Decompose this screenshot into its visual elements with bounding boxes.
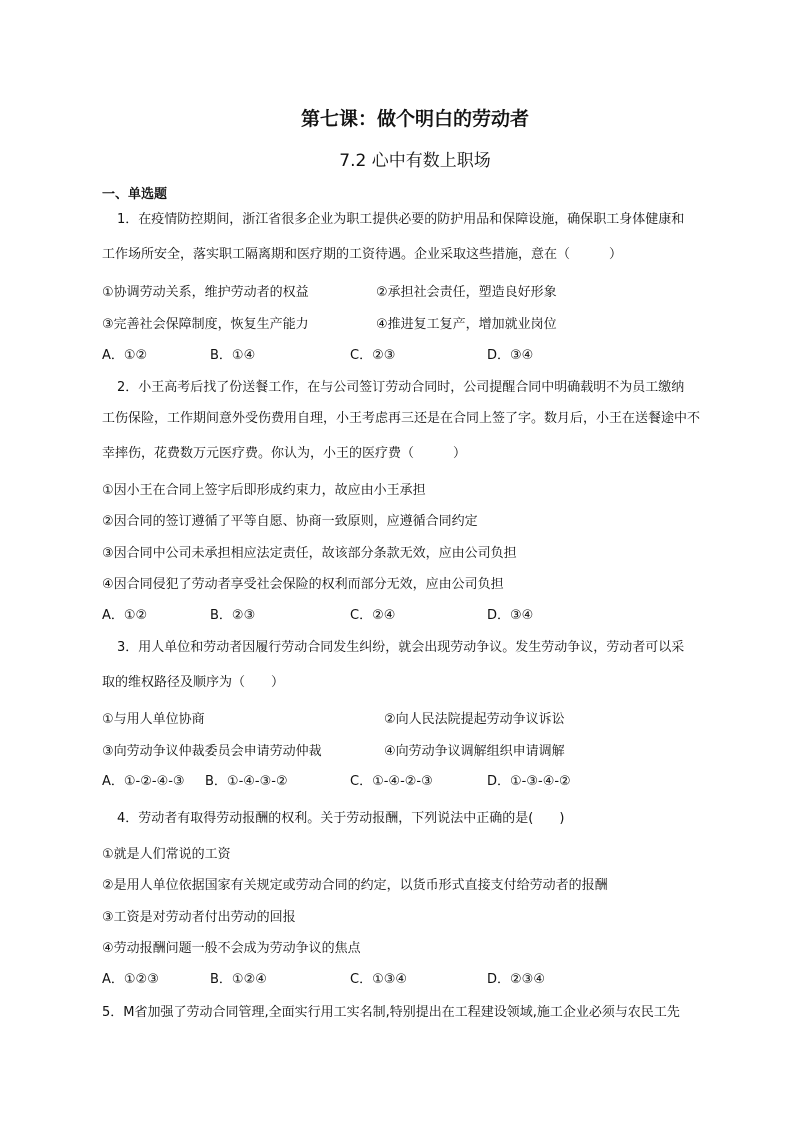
q1-stem-line-1: 1．在疫情防控期间，浙江省很多企业为职工提供必要的防护用品和保障设施，确保职工身体健康和 [117,212,685,227]
q4-answer-b: B．①②④ [210,972,267,987]
q2-answer-b: B．②③ [210,608,256,623]
q1-stem-line-2: 工作场所安全，落实职工隔离期和医疗期的工资待遇。企业采取这些措施，意在（ ） [102,247,623,262]
q1-option-1: ①协调劳动关系，维护劳动者的权益 [102,285,309,300]
q4-answer-d: D．②③④ [487,972,545,987]
q2-option-2: ②因合同的签订遵循了平等自愿、协商一致原则，应遵循合同约定 [102,514,478,529]
q3-stem-line-1: 3．用人单位和劳动者因履行劳动合同发生纠纷，就会出现劳动争议。发生劳动争议，劳动者可以采 [117,640,685,655]
q1-option-2: ②承担社会责任，塑造良好形象 [376,285,557,300]
q1-answer-d: D．③④ [487,348,534,363]
q5-stem-line-1: 5．M省加强了劳动合同管理,全面实行用工实名制,特别提出在工程建设领域,施工企业必须与农民工先 [102,1005,680,1020]
q3-option-3: ③向劳动争议仲裁委员会申请劳动仲裁 [102,744,322,759]
q2-answer-c: C．②④ [350,608,396,623]
q4-option-1: ①就是人们常说的工资 [102,847,231,862]
page-subtitle: 7.2 心中有数上职场 [339,151,491,171]
q4-stem-line-1: 4．劳动者有取得劳动报酬的权利。关于劳动报酬，下列说法中正确的是( ) [117,811,565,826]
page-title: 第七课：做个明白的劳动者 [300,108,529,130]
q1-option-3: ③完善社会保障制度，恢复生产能力 [102,317,309,332]
q3-option-4: ④向劳动争议调解组织申请调解 [384,744,565,759]
q3-option-2: ②向人民法院提起劳动争议诉讼 [384,712,565,727]
q2-option-3: ③因合同中公司未承担相应法定责任，故该部分条款无效，应由公司负担 [102,546,517,561]
q4-option-3: ③工资是对劳动者付出劳动的回报 [102,910,296,925]
q1-option-4: ④推进复工复产，增加就业岗位 [376,317,557,332]
q4-option-4: ④劳动报酬问题一般不会成为劳动争议的焦点 [102,941,361,956]
q2-answer-d: D．③④ [487,608,534,623]
q3-stem-line-2: 取的维权路径及顺序为（ ） [102,675,285,690]
q2-option-4: ④因合同侵犯了劳动者享受社会保险的权利而部分无效，应由公司负担 [102,577,504,592]
q3-answer-b: B．①-④-③-② [205,774,288,789]
section-heading: 一、单选题 [102,187,168,202]
q3-answer-d: D．①-③-④-② [487,774,571,789]
q3-option-1: ①与用人单位协商 [102,712,205,727]
q2-option-1: ①因小王在合同上签字后即形成约束力，故应由小王承担 [102,483,426,498]
q2-stem-line-1: 2．小王高考后找了份送餐工作，在与公司签订劳动合同时，公司提醒合同中明确载明不为员工缴纳 [117,380,685,395]
q4-option-2: ②是用人单位依据国家有关规定或劳动合同的约定，以货币形式直接支付给劳动者的报酬 [102,878,608,893]
q3-answer-a: A．①-②-④-③ [102,774,185,789]
q1-answer-c: C．②③ [350,348,396,363]
q2-stem-line-2: 工伤保险，工作期间意外受伤费用自理，小王考虑再三还是在合同上签了字。数月后，小王在送餐途中不 [102,411,701,426]
q3-answer-c: C．①-④-②-③ [350,774,433,789]
q4-answer-a: A．①②③ [102,972,159,987]
q2-answer-a: A．①② [102,608,148,623]
q1-answer-b: B．①④ [210,348,256,363]
q2-stem-line-3: 幸摔伤，花费数万元医疗费。你认为，小王的医疗费（ ） [102,446,467,461]
q4-answer-c: C．①③④ [350,972,408,987]
q1-answer-a: A．①② [102,348,148,363]
